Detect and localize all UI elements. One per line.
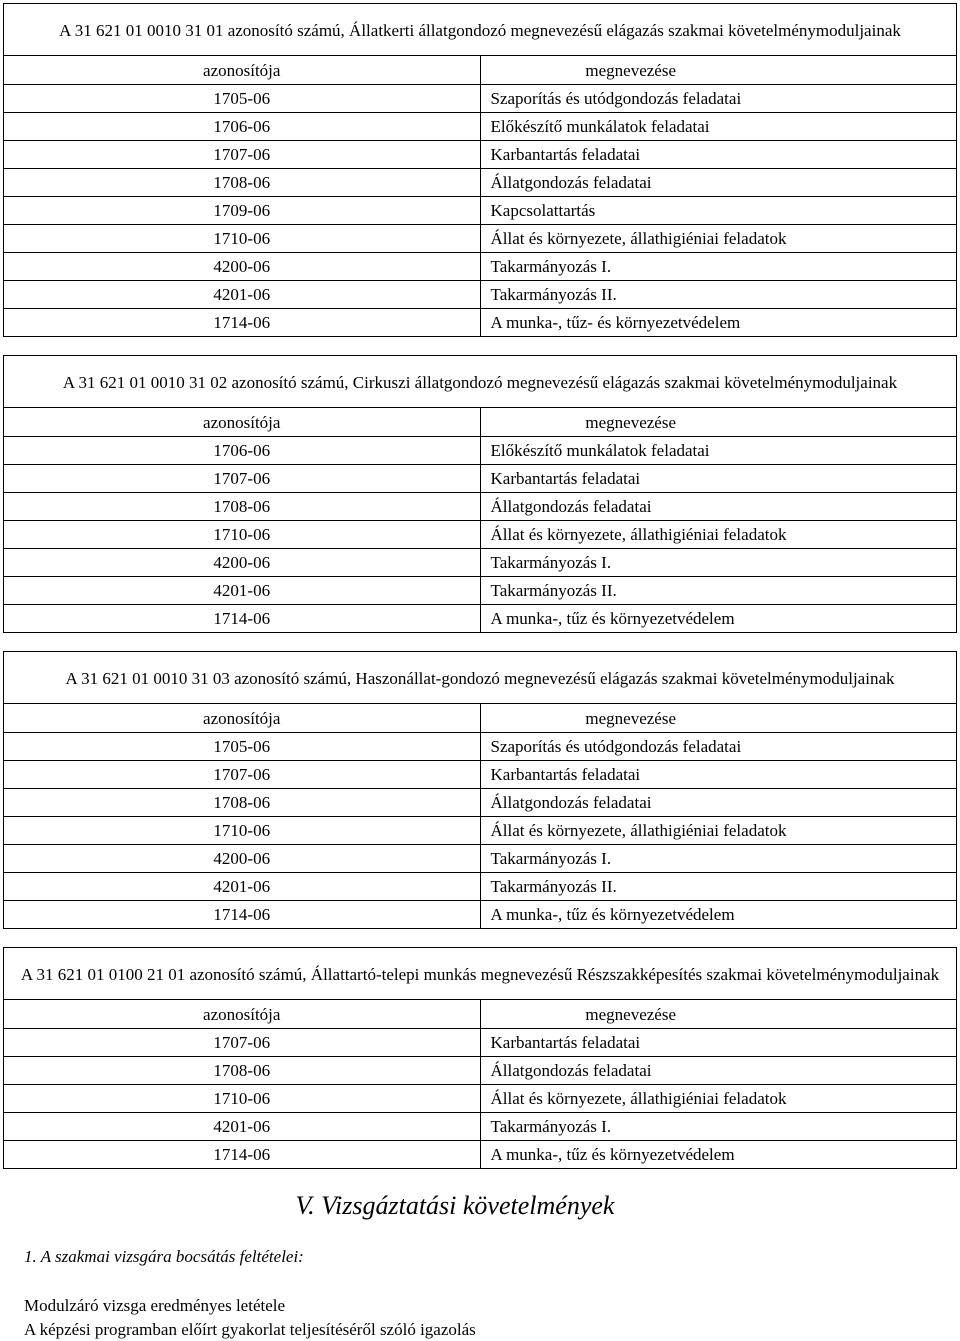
module-name: Takarmányozás II. <box>480 873 957 901</box>
table-row <box>4 85 957 113</box>
module-name: Kapcsolattartás <box>480 197 957 225</box>
module-code: 4201-06 <box>4 281 481 309</box>
module-code: 1707-06 <box>4 141 481 169</box>
table-row <box>4 197 957 225</box>
module-code: 4201-06 <box>4 1113 481 1141</box>
module-name: Állatgondozás feladatai <box>480 789 957 817</box>
table-row <box>4 521 957 549</box>
module-name: Szaporítás és utódgondozás feladatai <box>480 733 957 761</box>
module-name: Karbantartás feladatai <box>480 141 957 169</box>
module-name: Takarmányozás II. <box>480 281 957 309</box>
module-code: 1714-06 <box>4 605 481 633</box>
module-name: Előkészítő munkálatok feladatai <box>480 437 957 465</box>
module-table-2 <box>3 355 957 633</box>
module-name: Karbantartás feladatai <box>480 1029 957 1057</box>
module-table-1 <box>3 3 957 337</box>
module-table-3 <box>3 651 957 929</box>
column-header-code: azonosítója <box>4 408 481 437</box>
table-row <box>4 1085 957 1113</box>
module-name: Állat és környezete, állathigiéniai feladatok <box>480 1085 957 1113</box>
table-row <box>4 549 957 577</box>
module-name: Állatgondozás feladatai <box>480 169 957 197</box>
module-code: 4201-06 <box>4 577 481 605</box>
table-row <box>4 577 957 605</box>
table-row <box>4 1029 957 1057</box>
module-code: 1710-06 <box>4 817 481 845</box>
module-name: Állatgondozás feladatai <box>480 1057 957 1085</box>
module-name: Takarmányozás II. <box>480 577 957 605</box>
table-row <box>4 169 957 197</box>
module-code: 4200-06 <box>4 845 481 873</box>
module-code: 4201-06 <box>4 873 481 901</box>
table-row <box>4 437 957 465</box>
module-code: 1707-06 <box>4 761 481 789</box>
module-name: A munka-, tűz és környezetvédelem <box>480 901 957 929</box>
table-row <box>4 605 957 633</box>
column-header-name: megnevezése <box>480 56 957 85</box>
section-heading: V. Vizsgáztatási követelmények <box>295 1191 615 1220</box>
table-row <box>4 465 957 493</box>
module-code: 1705-06 <box>4 85 481 113</box>
table-row <box>4 901 957 929</box>
module-code: 1705-06 <box>4 733 481 761</box>
table-row <box>4 281 957 309</box>
table-row <box>4 1141 957 1169</box>
table-row <box>4 789 957 817</box>
module-name: A munka-, tűz- és környezetvédelem <box>480 309 957 337</box>
module-name: Állat és környezete, állathigiéniai feladatok <box>480 225 957 253</box>
table-title: A 31 621 01 0010 31 01 azonosító számú, Állatkerti állatgondozó megnevezésű elágazás szakmai követelménymoduljainak <box>4 4 957 56</box>
column-header-name: megnevezése <box>480 1000 957 1029</box>
table-title: A 31 621 01 0010 31 02 azonosító számú, Cirkuszi állatgondozó megnevezésű elágazás szakmai követelménymoduljainak <box>4 356 957 408</box>
module-table-4 <box>3 947 957 1169</box>
condition-line: A képzési programban előírt gyakorlat teljesítéséről szóló igazolás <box>24 1320 476 1339</box>
module-code: 1709-06 <box>4 197 481 225</box>
sub-heading: 1. A szakmai vizsgára bocsátás feltételei: <box>24 1247 304 1266</box>
module-code: 1710-06 <box>4 225 481 253</box>
module-code: 1714-06 <box>4 901 481 929</box>
module-code: 1708-06 <box>4 169 481 197</box>
table-row <box>4 761 957 789</box>
module-code: 1714-06 <box>4 309 481 337</box>
module-code: 1708-06 <box>4 493 481 521</box>
module-name: Szaporítás és utódgondozás feladatai <box>480 85 957 113</box>
column-header-code: azonosítója <box>4 704 481 733</box>
module-code: 1707-06 <box>4 1029 481 1057</box>
table-title: A 31 621 01 0100 21 01 azonosító számú, Állattartó-telepi munkás megnevezésű Részszakképesítés szakmai követelménymoduljainak <box>4 948 957 1000</box>
table-row <box>4 225 957 253</box>
module-name: Előkészítő munkálatok feladatai <box>480 113 957 141</box>
module-code: 4200-06 <box>4 253 481 281</box>
module-code: 1710-06 <box>4 521 481 549</box>
table-row <box>4 1113 957 1141</box>
module-code: 1708-06 <box>4 1057 481 1085</box>
table-row <box>4 253 957 281</box>
table-row <box>4 113 957 141</box>
module-name: A munka-, tűz és környezetvédelem <box>480 605 957 633</box>
module-name: Karbantartás feladatai <box>480 465 957 493</box>
table-row <box>4 141 957 169</box>
table-row <box>4 733 957 761</box>
column-header-code: azonosítója <box>4 1000 481 1029</box>
table-row <box>4 817 957 845</box>
module-code: 1714-06 <box>4 1141 481 1169</box>
table-row <box>4 493 957 521</box>
module-code: 1708-06 <box>4 789 481 817</box>
table-row <box>4 1057 957 1085</box>
table-row <box>4 873 957 901</box>
table-row <box>4 845 957 873</box>
module-name: Állat és környezete, állathigiéniai feladatok <box>480 521 957 549</box>
module-name: Takarmányozás I. <box>480 549 957 577</box>
module-code: 4200-06 <box>4 549 481 577</box>
column-header-name: megnevezése <box>480 704 957 733</box>
module-code: 1706-06 <box>4 437 481 465</box>
module-name: Karbantartás feladatai <box>480 761 957 789</box>
module-name: Takarmányozás I. <box>480 1113 957 1141</box>
column-header-code: azonosítója <box>4 56 481 85</box>
table-title: A 31 621 01 0010 31 03 azonosító számú, Haszonállat-gondozó megnevezésű elágazás szakmai követelménymoduljainak <box>4 652 957 704</box>
module-name: Állat és környezete, állathigiéniai feladatok <box>480 817 957 845</box>
module-code: 1706-06 <box>4 113 481 141</box>
module-code: 1710-06 <box>4 1085 481 1113</box>
module-name: Állatgondozás feladatai <box>480 493 957 521</box>
condition-line: Modulzáró vizsga eredményes letétele <box>24 1296 286 1315</box>
module-name: A munka-, tűz és környezetvédelem <box>480 1141 957 1169</box>
table-row <box>4 309 957 337</box>
column-header-name: megnevezése <box>480 408 957 437</box>
module-name: Takarmányozás I. <box>480 253 957 281</box>
module-name: Takarmányozás I. <box>480 845 957 873</box>
module-code: 1707-06 <box>4 465 481 493</box>
